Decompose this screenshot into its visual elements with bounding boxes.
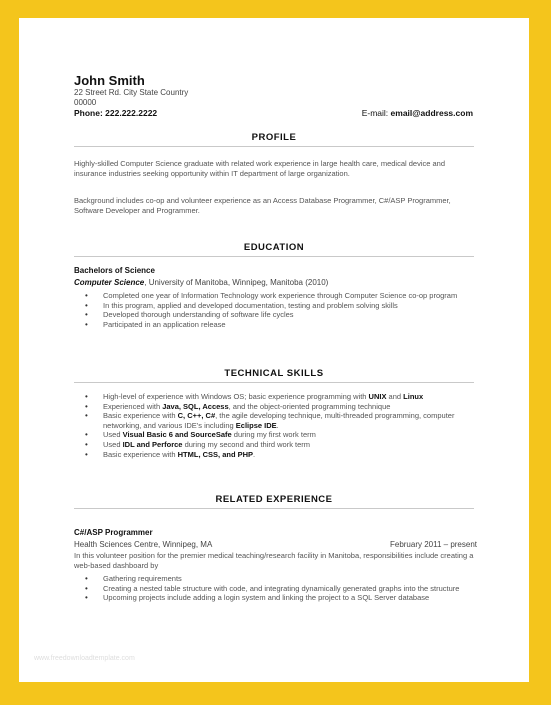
profile-rule: [74, 146, 474, 147]
list-item: • Experienced with Java, SQL, Access, and the object-oriented programming technique: [81, 402, 477, 412]
profile-heading: PROFILE: [251, 132, 297, 143]
education-bullets: [81, 291, 477, 329]
degree-detail: [74, 278, 328, 287]
list-item: • Basic experience with C, C++, C#, the agile developing technique, multi-threaded programming, computer networking, and various IDE's including Eclipse IDE.: [81, 411, 477, 430]
job-title: C#/ASP Programmer: [74, 528, 153, 537]
list-item: • Completed one year of Information Technology work experience through Computer Science co-op program: [81, 291, 477, 301]
phone-number: Phone: 222.222.2222: [74, 108, 158, 118]
skills-bullets: [81, 392, 477, 459]
list-item: • High-level of experience with Windows OS; basic experience programming with UNIX and Linux: [81, 392, 477, 402]
candidate-name: John Smith: [74, 73, 145, 88]
watermark-text: www.freedownloadtemplate.com: [34, 655, 135, 662]
degree-major: Computer Science: [74, 278, 145, 287]
education-heading: EDUCATION: [243, 242, 305, 253]
list-item: • In this program, applied and developed documentation, testing and problem solving skills: [81, 301, 477, 311]
list-item: • Creating a nested table structure with code, and integrating dynamically generated graphs into the structure: [81, 584, 477, 594]
list-item: • Upcoming projects include adding a login system and linking the project to a SQL Server database: [81, 593, 477, 603]
education-rule: [74, 256, 474, 257]
job-dates: February 2011 – present: [389, 540, 477, 549]
profile-summary: Highly-skilled Computer Science graduate with related work experience in large health care, medical device and insurance industries seeking opportunity within IT department of large organization.: [74, 159, 446, 178]
degree-school: , University of Manitoba, Winnipeg, Manitoba (2010): [144, 278, 329, 287]
zip-code: 00000: [74, 98, 97, 107]
experience-bullets: [81, 574, 477, 603]
job-description: In this volunteer position for the premier medical teaching/research facility in Manitoba, responsibilities include creating a web-based dashboard by: [74, 551, 474, 570]
list-item: • Basic experience with HTML, CSS, and PHP.: [81, 450, 477, 460]
experience-rule: [74, 508, 474, 509]
list-item: • Participated in an application release: [81, 320, 477, 330]
email-label: E-mail:: [361, 108, 389, 118]
skills-rule: [74, 382, 474, 383]
list-item: • Developed thorough understanding of software life cycles: [81, 310, 477, 320]
address-line: 22 Street Rd. City State Country: [74, 88, 189, 97]
skills-heading: TECHNICAL SKILLS: [224, 368, 324, 379]
list-item: • Gathering requirements: [81, 574, 477, 584]
list-item: • Used IDL and Perforce during my second and third work term: [81, 440, 477, 450]
resume-page: [19, 18, 529, 682]
experience-heading: RELATED EXPERIENCE: [215, 494, 333, 505]
list-item: • Used Visual Basic 6 and SourceSafe during my first work term: [81, 430, 477, 440]
profile-background: Background includes co-op and volunteer experience as an Access Database Programmer, C#/ASP Programmer, Software Developer and Programmer.: [74, 196, 451, 215]
job-employer: Health Sciences Centre, Winnipeg, MA: [74, 540, 213, 549]
email-line: [362, 108, 473, 118]
email-address[interactable]: email@address.com: [390, 108, 473, 118]
degree-title: Bachelors of Science: [74, 266, 155, 275]
